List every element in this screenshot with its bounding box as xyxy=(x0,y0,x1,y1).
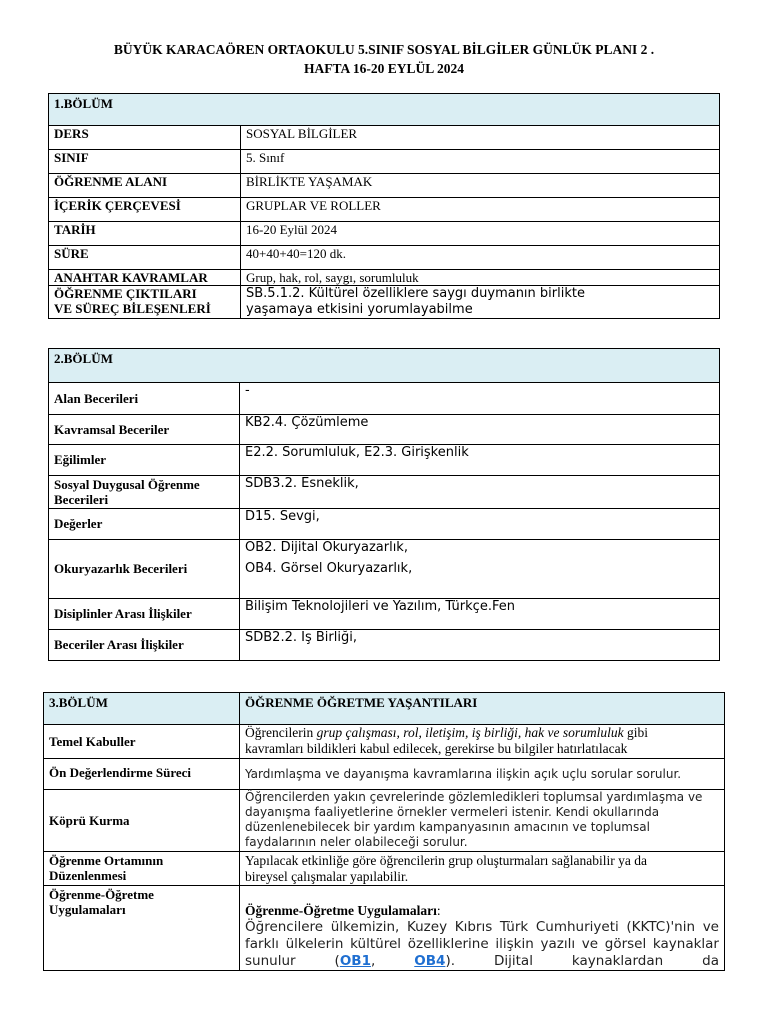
temel-post: gibi xyxy=(623,725,648,740)
value-egilimler: E2.2. Sorumluluk, E2.3. Girişkenlik xyxy=(240,445,720,476)
label-ortam-duzenleme xyxy=(44,852,240,886)
value-disiplinler: Bilişim Teknolojileri ve Yazılım, Türkçe.Fen xyxy=(240,599,720,630)
label-sosyal-duygusal xyxy=(49,476,240,509)
section-2-header: 2.BÖLÜM xyxy=(49,349,720,383)
ortam-line-1: Yapılacak etkinliğe göre öğrencilerin grup oluşturmaları sağlanabilir ya da xyxy=(245,853,648,868)
value-okuryazarlik-line-1: OB2. Dijital Okuryazarlık, xyxy=(245,540,408,555)
section-1-table xyxy=(48,93,720,319)
label-egilimler: Eğilimler xyxy=(49,445,240,476)
uygulama-heading xyxy=(245,902,719,919)
label-sure: SÜRE xyxy=(49,246,241,270)
label-sosyal-duygusal-line-1: Sosyal Duygusal Öğrenme xyxy=(54,477,200,492)
value-sure: 40+40+40=120 dk. xyxy=(241,246,720,270)
label-anahtar-kavramlar: ANAHTAR KAVRAMLAR xyxy=(49,270,241,286)
ob4-link[interactable]: OB4 xyxy=(414,953,446,969)
label-uygulamalar xyxy=(44,886,240,971)
ortam-label-line-1: Öğrenme Ortamının xyxy=(49,853,164,868)
label-ogrenme-alani: ÖĞRENME ALANI xyxy=(49,174,241,198)
label-ogrenme-ciktilari-line-1: ÖĞRENME ÇIKTILARI xyxy=(54,286,197,301)
section-2-table xyxy=(48,348,720,661)
value-tarih: 16-20 Eylül 2024 xyxy=(241,222,720,246)
value-ortam-duzenleme xyxy=(240,852,725,886)
uygulama-label-line-1: Öğrenme-Öğretme xyxy=(49,887,154,902)
title-line-1: BÜYÜK KARACAÖREN ORTAOKULU 5.SINIF SOSYAL BİLGİLER GÜNLÜK PLANI 2 . xyxy=(113,42,655,57)
value-alan-becerileri: - xyxy=(240,383,720,415)
title-line-2: HAFTA 16-20 EYLÜL 2024 xyxy=(304,61,464,76)
value-degerler: D15. Sevgi, xyxy=(240,509,720,540)
value-okuryazarlik-line-2: OB4. Görsel Okuryazarlık, xyxy=(245,561,413,576)
value-temel-kabuller-line-1 xyxy=(245,725,719,741)
section-3-header: 3.BÖLÜM xyxy=(44,693,240,725)
value-ogrenme-ciktilari-line-2: yaşamaya etkisini yorumlayabilme xyxy=(246,302,473,317)
value-sinif: 5. Sınıf xyxy=(241,150,720,174)
kopru-line-2: dayanışma faaliyetlerine örnekler vermeleri istenir. Kendi okullarında xyxy=(245,805,660,819)
uygulama-heading-text: Öğrenme-Öğretme Uygulamaları xyxy=(245,903,437,918)
label-kopru-kurma: Köprü Kurma xyxy=(44,790,240,852)
value-temel-kabuller-line-2: kavramları bildikleri kabul edilecek, gerekirse bu bilgiler hatırlatılacak xyxy=(245,741,628,756)
label-temel-kabuller: Temel Kabuller xyxy=(44,725,240,759)
value-ders: SOSYAL BİLGİLER xyxy=(241,126,720,150)
label-ogrenme-ciktilari-line-2: VE SÜREÇ BİLEŞENLERİ xyxy=(54,301,211,316)
label-ogrenme-ciktilari xyxy=(49,286,241,319)
temel-italic: grup çalışması, rol, iletişim, iş birliği, hak ve sorumluluk xyxy=(316,725,624,740)
label-degerler: Değerler xyxy=(49,509,240,540)
label-ders: DERS xyxy=(49,126,241,150)
label-sinif: SINIF xyxy=(49,150,241,174)
document-title xyxy=(0,40,768,78)
uygulama-link-separator: , xyxy=(370,953,415,969)
kopru-line-4: faydalarının neler olabileceği sorulur. xyxy=(245,835,468,849)
value-sosyal-duygusal: SDB3.2. Esneklik, xyxy=(240,476,720,509)
value-icerik-cercevesi: GRUPLAR VE ROLLER xyxy=(241,198,720,222)
uygulama-line-3 xyxy=(245,953,719,970)
value-okuryazarlik xyxy=(240,540,720,599)
uygulama-label-line-2: Uygulamaları xyxy=(49,902,126,917)
kopru-line-3: düzenlenebilecek bir yardım kampanyasının amacının ve toplumsal xyxy=(245,820,650,834)
temel-pre: Öğrencilerin xyxy=(245,725,317,740)
uygulama-line-3-pre: sunulur ( xyxy=(245,953,340,969)
value-temel-kabuller xyxy=(240,725,725,759)
value-on-degerlendirme: Yardımlaşma ve dayanışma kavramlarına ilişkin açık uçlu sorular sorulur. xyxy=(240,759,725,790)
label-icerik-cercevesi: İÇERİK ÇERÇEVESİ xyxy=(49,198,241,222)
value-uygulamalar xyxy=(240,886,725,971)
uygulama-line-2: farklı ülkelerin kültürel özelliklerine ilişkin yazılı ve görsel kaynaklar xyxy=(245,936,719,952)
value-ogrenme-ciktilari-line-1: SB.5.1.2. Kültürel özelliklere saygı duymanın birlikte xyxy=(246,286,585,301)
section-3-table xyxy=(43,692,725,971)
value-beceriler-arasi: SDB2.2. Iş Birliği, xyxy=(240,630,720,661)
label-okuryazarlik: Okuryazarlık Becerileri xyxy=(49,540,240,599)
label-beceriler-arasi: Beceriler Arası İlişkiler xyxy=(49,630,240,661)
section-1-header: 1.BÖLÜM xyxy=(49,94,720,126)
label-kavramsal-beceriler: Kavramsal Beceriler xyxy=(49,415,240,445)
label-disiplinler: Disiplinler Arası İlişkiler xyxy=(49,599,240,630)
label-alan-becerileri: Alan Becerileri xyxy=(49,383,240,415)
ortam-label-line-2: Düzenlenmesi xyxy=(49,868,127,883)
value-kavramsal-beceriler: KB2.4. Çözümleme xyxy=(240,415,720,445)
label-sosyal-duygusal-line-2: Becerileri xyxy=(54,492,109,507)
section-3-header-right: ÖĞRENME ÖĞRETME YAŞANTILARI xyxy=(240,693,725,725)
kopru-line-1: Öğrencilerden yakın çevrelerinde gözlemledikleri toplumsal yardımlaşma ve xyxy=(245,790,703,804)
value-kopru-kurma xyxy=(240,790,725,852)
label-on-degerlendirme: Ön Değerlendirme Süreci xyxy=(44,759,240,790)
value-ogrenme-ciktilari xyxy=(241,286,720,319)
uygulama-line-3-post: ). Dijital kaynaklardan da xyxy=(445,953,719,969)
ob1-link[interactable]: OB1 xyxy=(339,953,371,969)
uygulama-line-1: Öğrencilere ülkemizin, Kuzey Kıbrıs Türk Cumhuriyeti (KKTC)'nin ve xyxy=(245,919,719,935)
label-tarih: TARİH xyxy=(49,222,241,246)
uygulama-heading-colon: : xyxy=(436,903,441,918)
ortam-line-2: bireysel çalışmalar yapılabilir. xyxy=(245,869,409,884)
value-anahtar-kavramlar: Grup, hak, rol, saygı, sorumluluk xyxy=(241,270,720,286)
value-ogrenme-alani: BİRLİKTE YAŞAMAK xyxy=(241,174,720,198)
